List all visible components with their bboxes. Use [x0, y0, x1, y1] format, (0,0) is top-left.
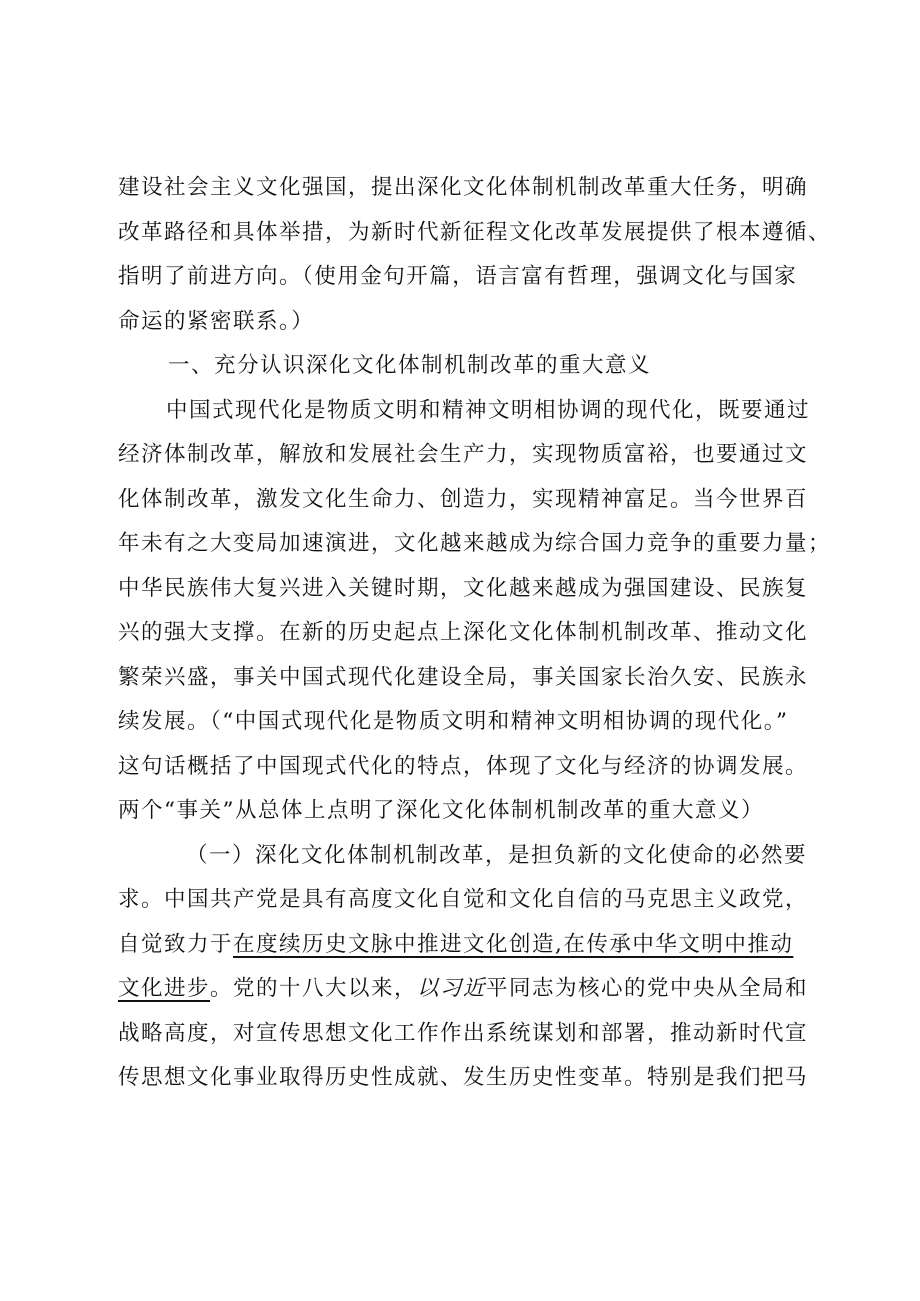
text-line: 传思想文化事业取得历史性成就、发生历史性变革。特别是我们把马 — [118, 1065, 809, 1090]
text-line: 这句话概括了中国现式代化的特点，体现了文化与经济的协调发展。 — [118, 753, 809, 779]
text-line: 续发展。（“中国式现代化是物质文明和精神文明相协调的现代化。” — [118, 709, 789, 734]
text-line: 繁荣兴盛，事关中国式现代化建设全局，事关国家长治久安、民族永 — [118, 664, 809, 690]
text-line: 兴的强大支撑。在新的历史起点上深化文化体制机制改革、推动文化 — [118, 620, 809, 645]
text-line: 经济体制改革，解放和发展社会生产力，实现物质富裕，也要通过文 — [118, 442, 809, 467]
document-body — [118, 166, 832, 1101]
text-line: 命运的紧密联系。） — [118, 308, 315, 334]
italic-text: 以习近 — [417, 976, 487, 1001]
text-line: 年未有之大变局加速演进，文化越来越成为综合国力竞争的重要力量； — [118, 531, 832, 556]
text-segment: 平同志为核心的党中央从全局和 — [486, 976, 809, 1001]
text-line — [118, 967, 808, 1012]
text-line: 化体制改革，激发文化生命力、创造力，实现精神富足。当今世界百 — [118, 486, 809, 512]
text-segment: 自觉致力于 — [118, 931, 234, 957]
text-line: 战略高度，对宣传思想文化工作作出系统谋划和部署，推动新时代宣 — [118, 1020, 809, 1046]
underlined-text: 在度续历史文脉中推进文化创造,在传承中华文明中推动 — [233, 931, 794, 957]
text-line: 改革路径和具体举措，为新时代新征程文化改革发展提供了根本遵循、 — [118, 219, 832, 245]
text-segment: 。党的十八大以来， — [210, 976, 418, 1001]
text-line: 两个“事关”从总体上点明了深化文化体制机制改革的重大意义） — [118, 798, 764, 823]
underlined-text: 文化进步 — [118, 976, 211, 1001]
text-line: 指明了前进方向。（使用金句开篇，语言富有哲理，强调文化与国家 — [118, 264, 798, 289]
text-line: 求。中国共产党是具有高度文化自觉和文化自信的马克思主义政党， — [118, 887, 809, 912]
subsection-heading: （一）深化文化体制机制改革，是担负新的文化使命的必然要 — [186, 842, 808, 868]
text-line: 中国式现代化是物质文明和精神文明相协调的现代化，既要通过 — [166, 397, 811, 423]
section-heading: 一、充分认识深化文化体制机制改革的重大意义 — [168, 353, 652, 378]
text-line: 中华民族伟大复兴进入关键时期，文化越来越成为强国建设、民族复 — [118, 575, 809, 601]
text-line — [118, 923, 808, 968]
text-line: 建设社会主义文化强国，提出深化文化体制机制改革重大任务，明确 — [118, 175, 809, 200]
